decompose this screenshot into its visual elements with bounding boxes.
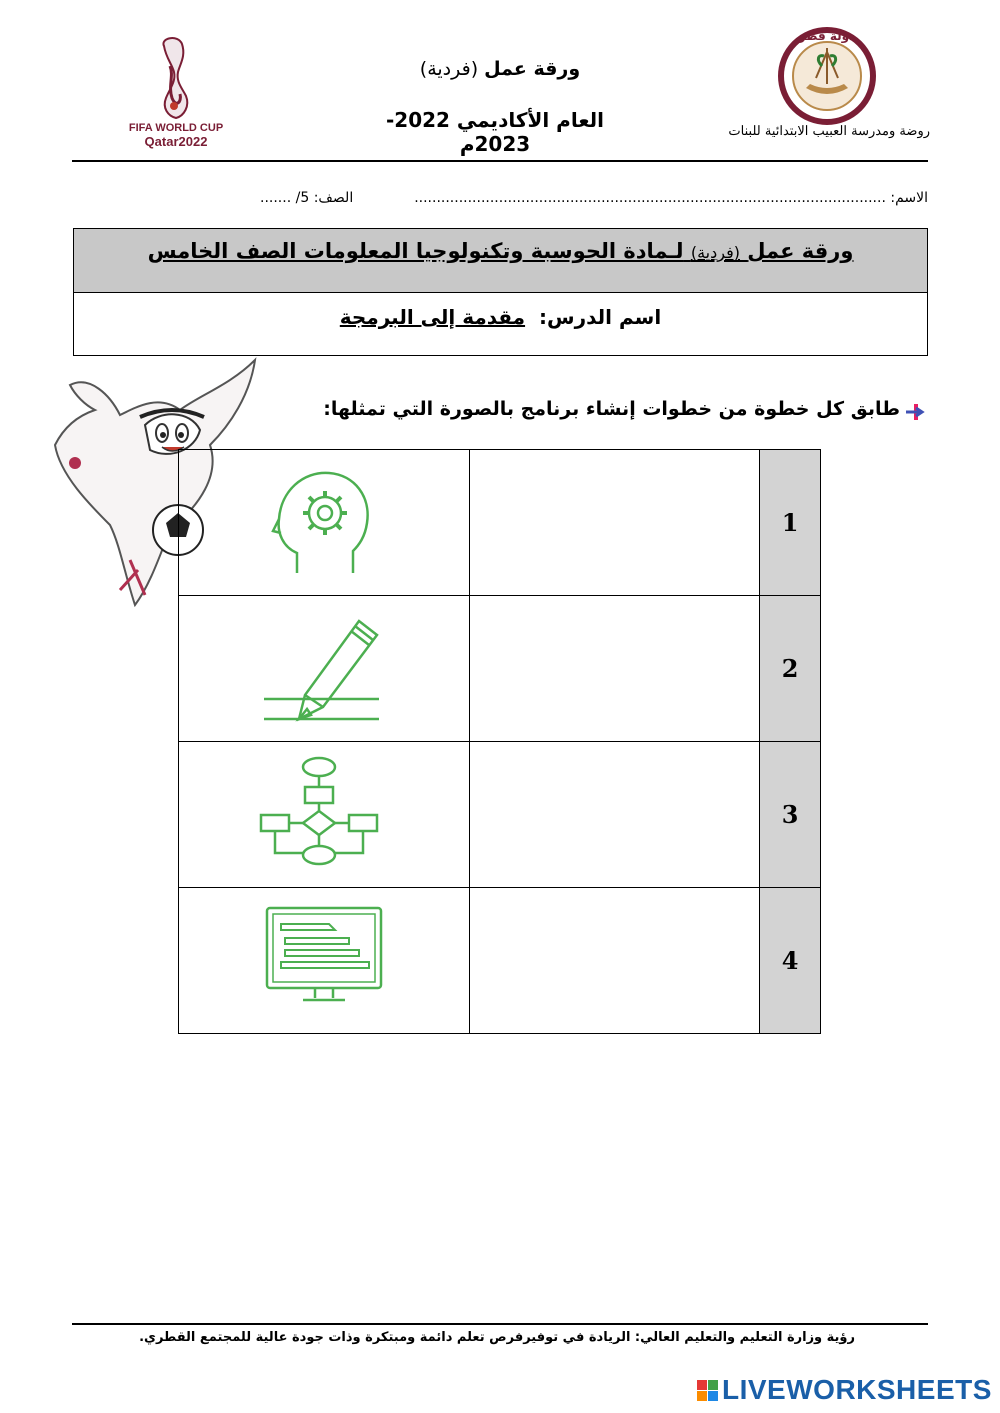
fifa-logo-line2: Qatar2022 [144, 134, 208, 149]
table-row [179, 742, 821, 888]
lesson-name-line: اسم الدرس: مقدمة إلى البرمجة [339, 305, 662, 329]
table-row [179, 596, 821, 742]
row-number-1: 1 [760, 450, 821, 596]
answer-drop-zone-4[interactable] [469, 888, 759, 1034]
answer-drop-zone-1[interactable] [469, 450, 759, 596]
image-cell [179, 450, 470, 596]
row-number-2: 2 [760, 596, 821, 742]
matching-table [178, 449, 821, 1034]
subject-title [74, 239, 927, 263]
flowchart-icon [259, 753, 389, 873]
head-gear-icon [269, 461, 379, 581]
qatar-emblem-logo [776, 26, 878, 126]
lesson-name: مقدمة إلى البرمجة [339, 305, 526, 329]
answer-drop-zone-2[interactable] [469, 596, 759, 742]
academic-year: العام الأكاديمي 2022-2023م [385, 108, 605, 156]
image-cell [179, 888, 470, 1034]
table-row [179, 888, 821, 1034]
lesson-title-box [73, 228, 928, 356]
student-class-field[interactable]: الصف: 5/ ....... [260, 190, 354, 206]
subject-title-band [74, 229, 927, 293]
pencil-writing-icon [259, 607, 389, 727]
subject-title-text: ورقة عمل (فردية) لـمادة الحوسبة وتكنولوجيا المعلومات الصف الخامس [147, 239, 854, 263]
worksheet-title [380, 58, 620, 80]
emblem-text: دولة قطر [798, 29, 856, 43]
worksheet-title-bold: ورقة عمل [484, 58, 581, 80]
image-cell [179, 596, 470, 742]
computer-monitor-code-icon [259, 904, 389, 1014]
image-cell [179, 742, 470, 888]
arrow-bullet-icon [906, 404, 926, 420]
table-row [179, 450, 821, 596]
header-divider [72, 160, 928, 162]
footer-divider [72, 1323, 928, 1325]
row-number-3: 3 [760, 742, 821, 888]
row-number-4: 4 [760, 888, 821, 1034]
instruction-text: طابق كل خطوة من خطوات إنشاء برنامج بالصورة التي تمثلها: [323, 398, 900, 420]
liveworksheets-logo-icon [697, 1380, 719, 1402]
student-name-field[interactable]: الاسم: .......................................................................................................... [414, 190, 928, 206]
answer-drop-zone-3[interactable] [469, 742, 759, 888]
school-name: روضة ومدرسة العبيب الابتدائية للبنات [728, 124, 930, 139]
ministry-vision: رؤية وزارة التعليم والتعليم العالي: الريادة في توفيرفرص تعلم دائمة ومبتكرة وذات جودة عالية للمجتمع القطري. [139, 1330, 855, 1345]
lesson-label: اسم الدرس [547, 305, 662, 329]
worksheet-title-paren: (فردية) [419, 58, 479, 80]
fifa-logo-line1: FIFA WORLD CUP [128, 122, 224, 134]
liveworksheets-brand: LIVEWORKSHEETS [722, 1374, 992, 1405]
